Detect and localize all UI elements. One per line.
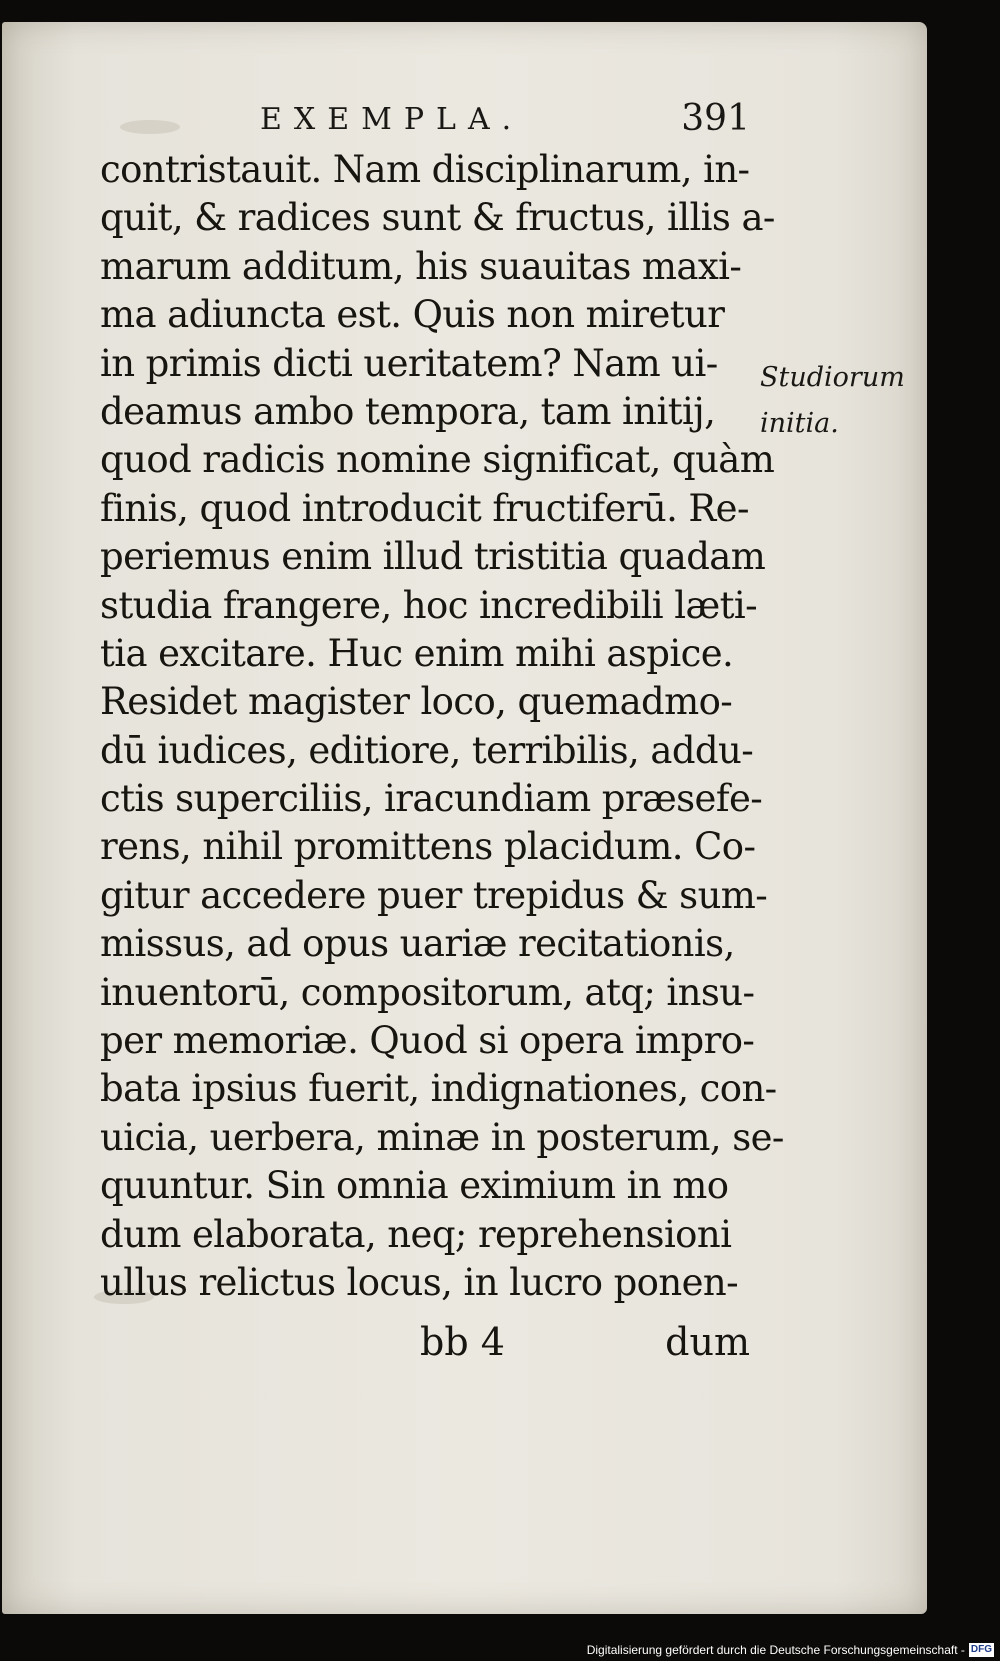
text-line: marum additum, his suauitas maxi- <box>100 244 742 288</box>
text-line: deamus ambo tempora, tam initij, <box>100 389 716 433</box>
text-line: rens, nihil promittens placidum. Co- <box>100 825 756 869</box>
text-line: bata ipsius fuerit, indignationes, con- <box>100 1067 777 1111</box>
margin-note-line: initia. <box>760 408 839 439</box>
text-line: quit, & radices sunt & fructus, illis a- <box>100 196 775 240</box>
dfg-logo: DFG <box>970 1644 992 1655</box>
margin-note <box>760 355 920 447</box>
body-text <box>100 146 784 1307</box>
margin-note-line: Studiorum <box>760 362 905 393</box>
text-line: studia frangere, hoc incredibili læti- <box>100 583 758 627</box>
text-line: inuentorū, compositorum, atq; insu- <box>100 970 755 1014</box>
text-line: Residet magister loco, quemadmo- <box>100 680 733 724</box>
text-line: uicia, uerbera, minæ in posterum, se- <box>100 1115 784 1159</box>
text-line: missus, ad opus uariæ recitationis, <box>100 922 735 966</box>
credit-text: Digitalisierung gefördert durch die Deutsche Forschungsgemeinschaft - <box>586 1643 965 1657</box>
catchword: dum <box>665 1320 750 1364</box>
text-line: quuntur. Sin omnia eximium in mo <box>100 1164 729 1208</box>
text-line: contristauit. Nam disciplinarum, in- <box>100 148 750 191</box>
text-line: in primis dicti ueritatem? Nam ui- <box>100 341 718 385</box>
signature-mark: bb 4 <box>420 1320 505 1364</box>
text-line: ctis superciliis, iracundiam præsefe- <box>100 777 763 821</box>
running-title: EXEMPLA. <box>260 102 524 137</box>
page-footer <box>100 1320 750 1370</box>
text-line: dum elaborata, neq; reprehensioni <box>100 1212 732 1256</box>
text-line: ullus relictus locus, in lucro ponen- <box>100 1260 739 1304</box>
running-header <box>100 98 750 142</box>
page-number: 391 <box>681 98 750 139</box>
text-line: per memoriæ. Quod si opera impro- <box>100 1019 755 1063</box>
text-line: quod radicis nomine significat, quàm <box>100 438 775 482</box>
text-line: gitur accedere puer trepidus & sum- <box>100 873 768 917</box>
text-line: tia excitare. Huc enim mihi aspice. <box>100 631 734 675</box>
text-line: dū iudices, editiore, terribilis, addu- <box>100 728 754 772</box>
text-line: periemus enim illud tristitia quadam <box>100 535 766 579</box>
text-line: ma adiuncta est. Quis non miretur <box>100 293 725 337</box>
digitization-credit <box>587 1641 994 1659</box>
text-line: finis, quod introducit fructiferū. Re- <box>100 486 749 530</box>
